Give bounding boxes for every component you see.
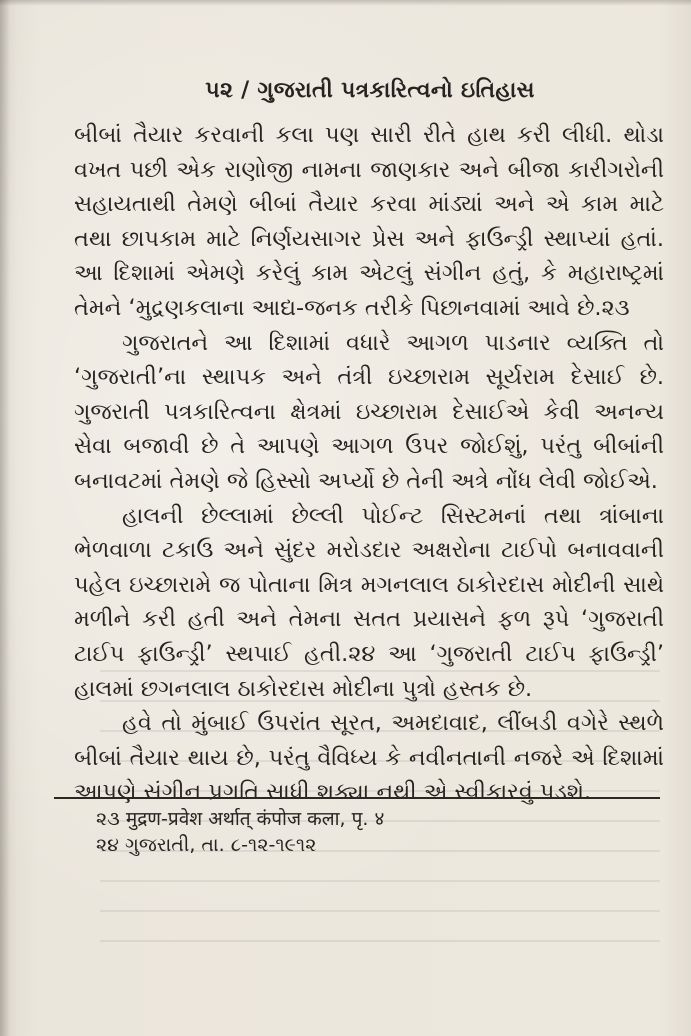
- running-header: ૫૨ / ગુજરાતી પત્રકારિત્વનો ઇતિહાસ: [205, 78, 535, 103]
- body-text: [74, 118, 664, 810]
- footnote-23: ૨૩ मुद्रण-प्रवेश अर्थात् कंपोज कला, पृ. ४: [96, 808, 385, 830]
- footnote-24: ૨૪ ગુજરાતી, તા. ૮-૧૨-૧૯૧૨: [96, 834, 317, 856]
- paragraph-4: હવે તો મુંબાઈ ઉપરાંત સૂરત, અમદાવાદ, લીંબડી વગેરે સ્થળે બીબાં તૈયાર થાય છે, પરંતુ વૈવિધ્ય કે નવીનતાની નજરે એ દિશામાં આપણે સંગીન પ્રગતિ સાધી શક્યા નથી એ સ્વીકારવું પડશે.: [74, 710, 664, 806]
- page-top-shadow: [0, 0, 691, 6]
- footnote-divider: [54, 797, 660, 799]
- footnotes: [96, 806, 616, 858]
- paragraph-2: ગુજરાતને આ દિશામાં વધારે આગળ પાડનાર વ્યક્તિ તો ‘ગુજરાતી’ના સ્થાપક અને તંત્રી ઇચ્છારામ સૂર્યરામ દેસાઈ છે. ગુજરાતી પત્રકારિત્વના ક્ષેત્રમાં ઇચ્છારામ દેસાઈએ કેવી અનન્ય સેવા બજાવી છે તે આપણે આગળ ઉપર જોઈશું, પરંતુ બીબાંની બનાવટમાં તેમણે જે હિસ્સો અર્પ્યો છે તેની અત્રે નોંધ લેવી જોઈએ.: [74, 329, 664, 494]
- page-gutter-shadow: [0, 0, 10, 1036]
- paragraph-1: બીબાં તૈયાર કરવાની કલા પણ સારી રીતે હાથ કરી લીધી. થોડા વખત પછી એક રાણોજી નામના જાણકાર અને બીજા કારીગરોની સહાયતાથી તેમણે બીબાં તૈયાર કરવા માંડ્યાં અને એ કામ માટે તથા છાપકામ માટે નિર્ણયસાગર પ્રેસ અને ફાઉન્ડ્રી સ્થાપ્યાં હતાં. આ દિશામાં એમણે કરેલું કામ એટલું સંગીન હતું, કે મહારાષ્ટ્રમાં તેમને ‘મુદ્રણકલાના આદ્ય-જનક તરીકે પિછાનવામાં આવે છે.૨૩: [74, 122, 664, 321]
- paragraph-3: હાલની છેલ્લામાં છેલ્લી પોઈન્ટ સિસ્ટમનાં તથા ત્રાંબાના ભેળવાળા ટકાઉ અને સુંદર મરોડદાર અક્ષરોના ટાઈપો બનાવવાની પહેલ ઇચ્છારામે જ પોતાના મિત્ર મગનલાલ ઠાકોરદાસ મોદીની સાથે મળીને કરી હતી અને તેમના સતત પ્રયાસને ફળ રૂપે ‘ગુજરાતી ટાઈપ ફાઉન્ડ્રી’ સ્થપાઈ હતી.૨૪ આ ‘ગુજરાતી ટાઈપ ફાઉન્ડ્રી’ હાલમાં છગનલાલ ઠાકોરદાસ મોદીના પુત્રો હસ્તક છે.: [74, 502, 664, 702]
